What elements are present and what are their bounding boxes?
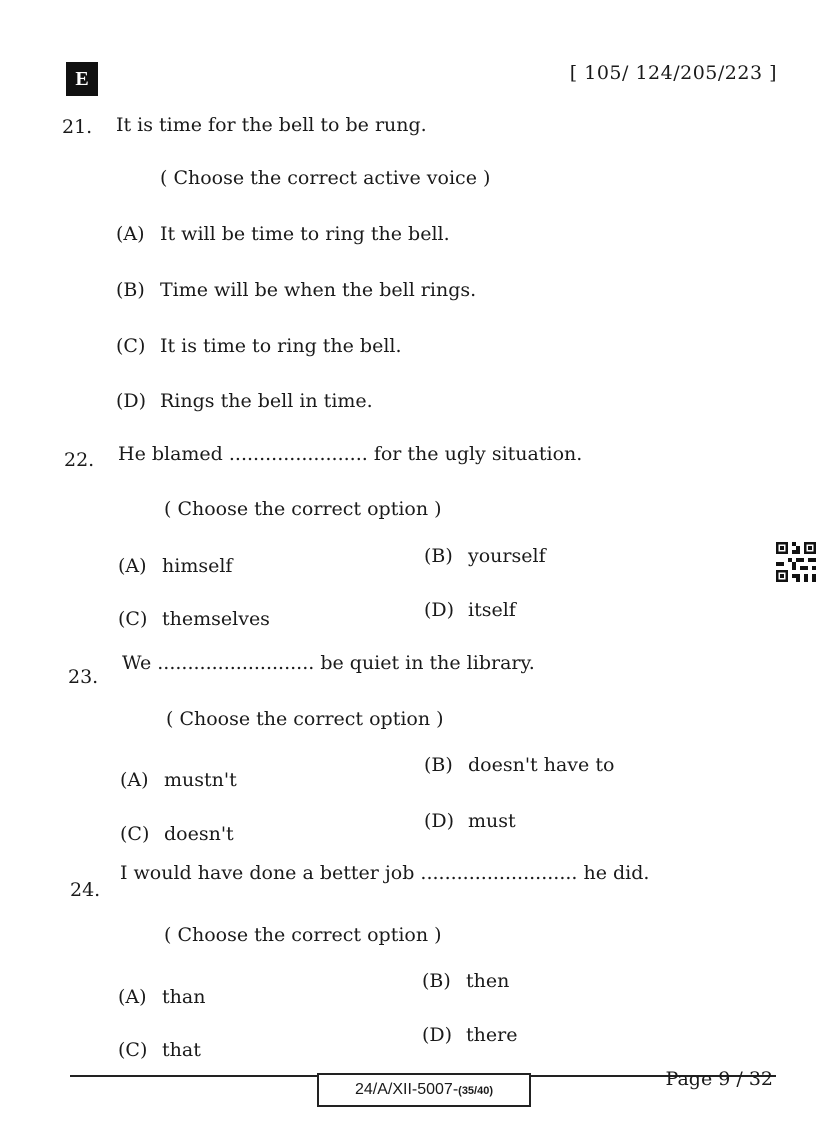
option-label: (D) — [424, 599, 455, 621]
option-label: (B) — [116, 279, 145, 301]
option-text: Time will be when the bell rings. — [160, 279, 477, 301]
question-22-number: 22. — [64, 449, 95, 471]
question-24-number: 24. — [70, 879, 101, 901]
question-23-option-b — [424, 754, 614, 776]
page-number: Page 9 / 32 — [665, 1068, 773, 1090]
footer-code-main: 24/A/XII-5007- — [354, 1081, 459, 1098]
option-text: than — [162, 986, 206, 1008]
option-text: Rings the bell in time. — [160, 390, 373, 412]
footer-paper-code — [317, 1073, 531, 1107]
question-23-instruction: ( Choose the correct option ) — [166, 708, 444, 730]
option-label: (B) — [424, 545, 453, 567]
question-24-instruction: ( Choose the correct option ) — [164, 924, 442, 946]
option-text: doesn't — [164, 823, 234, 845]
option-label: (D) — [116, 390, 147, 412]
question-24-text: I would have done a better job .......................... he did. — [120, 862, 650, 884]
option-text: It will be time to ring the bell. — [160, 223, 450, 245]
option-text: themselves — [162, 608, 270, 630]
option-text: then — [466, 970, 510, 992]
option-text: that — [162, 1039, 201, 1061]
question-24-option-c — [118, 1039, 201, 1061]
option-label: (C) — [120, 823, 150, 845]
option-label: (D) — [422, 1024, 453, 1046]
question-22-option-a — [118, 555, 232, 577]
option-label: (C) — [116, 335, 146, 357]
question-23-option-d — [424, 810, 516, 832]
question-23-option-c — [120, 823, 234, 845]
qr-code-icon — [776, 542, 816, 582]
option-label: (D) — [424, 810, 455, 832]
question-24-option-b — [422, 970, 509, 992]
question-21-instruction: ( Choose the correct active voice ) — [160, 167, 491, 189]
question-24-option-a — [118, 986, 205, 1008]
option-label: (A) — [116, 223, 145, 245]
option-label: (B) — [424, 754, 453, 776]
option-text: itself — [468, 599, 516, 621]
option-text: himself — [162, 555, 233, 577]
question-22-option-d — [424, 599, 516, 621]
question-24-option-d — [422, 1024, 517, 1046]
set-badge: E — [66, 62, 98, 96]
question-22-option-c — [118, 608, 270, 630]
option-text: doesn't have to — [468, 754, 615, 776]
question-23-number: 23. — [68, 666, 99, 688]
option-label: (A) — [120, 769, 149, 791]
option-text: yourself — [468, 545, 546, 567]
question-21-option-d — [116, 390, 373, 412]
question-21-option-b — [116, 279, 476, 301]
option-label: (B) — [422, 970, 451, 992]
question-22-instruction: ( Choose the correct option ) — [164, 498, 442, 520]
question-21-number: 21. — [62, 116, 93, 138]
question-22-option-b — [424, 545, 546, 567]
option-text: must — [468, 810, 516, 832]
question-23-text: We .......................... be quiet in the library. — [122, 652, 535, 674]
option-text: It is time to ring the bell. — [160, 335, 402, 357]
option-label: (A) — [118, 555, 147, 577]
option-text: there — [466, 1024, 518, 1046]
question-22-text: He blamed ....................... for the ugly situation. — [118, 443, 583, 465]
question-21-option-a — [116, 223, 450, 245]
option-label: (C) — [118, 608, 148, 630]
option-label: (C) — [118, 1039, 148, 1061]
question-21-option-c — [116, 335, 402, 357]
paper-codes: [ 105/ 124/205/223 ] — [569, 62, 777, 84]
option-text: mustn't — [164, 769, 237, 791]
option-label: (A) — [118, 986, 147, 1008]
question-21-text: It is time for the bell to be rung. — [116, 114, 427, 136]
footer-code-small: (35/40) — [458, 1085, 494, 1097]
question-23-option-a — [120, 769, 237, 791]
